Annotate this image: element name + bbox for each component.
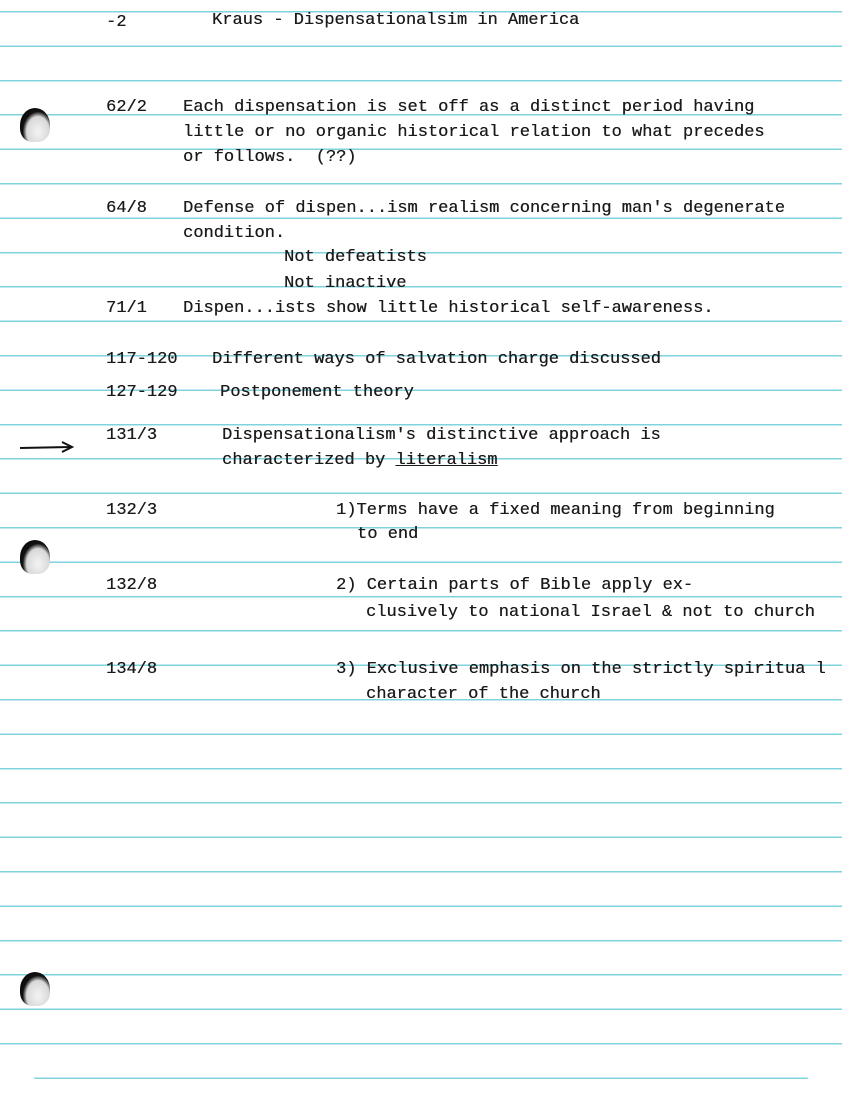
entry-ref: 132/3 [106, 501, 158, 520]
entry-subitem: Not inactive [284, 274, 407, 293]
page-corner [802, 1059, 842, 1099]
entry-text: 2) Certain parts of Bible apply ex- [336, 576, 694, 595]
entry-subitem: Not defeatists [284, 248, 427, 267]
entry-ref: 62/2 [106, 98, 147, 117]
entry-ref: 71/1 [106, 299, 147, 318]
entry-ref: 117-120 [106, 350, 178, 369]
entry-text: 3) Exclusive emphasis on the strictly spiritua l [336, 660, 826, 679]
header-ref: -2 [106, 13, 127, 32]
page-corner [0, 1059, 40, 1099]
entry-text: little or no organic historical relation to what precedes [183, 123, 765, 142]
page-title: Kraus - Dispensationalsim in America [212, 11, 580, 30]
entry-text: clusively to national Israel & not to church [366, 603, 815, 622]
entry-text: Postponement theory [220, 383, 414, 402]
entry-ref: 132/8 [106, 576, 158, 595]
entry-ref: 131/3 [106, 426, 158, 445]
entry-text: Dispensationalism's distinctive approach is [222, 426, 661, 445]
entry-text: condition. [183, 224, 286, 243]
entry-ref: 127-129 [106, 383, 178, 402]
entry-text: 1)Terms have a fixed meaning from beginning [336, 501, 775, 520]
entry-text: or follows. (??) [183, 148, 357, 167]
arrow-icon [20, 440, 76, 454]
entry-text: character of the church [366, 685, 601, 704]
entry-ref: 134/8 [106, 660, 158, 679]
binder-hole [20, 972, 50, 1006]
entry-text: Each dispensation is set off as a distinct period having [183, 98, 755, 117]
entry-text: Different ways of salvation charge discussed [212, 350, 661, 369]
emphasis-word: literalism [395, 451, 498, 470]
entry-ref: 64/8 [106, 199, 147, 218]
binder-hole [20, 540, 50, 574]
entry-text: Defense of dispen...ism realism concerning man's degenerate [183, 199, 785, 218]
entry-text: Dispen...ists show little historical self-awareness. [183, 299, 714, 318]
entry-text-part: characterized by [222, 451, 396, 470]
entry-text [222, 451, 497, 471]
binder-hole [20, 108, 50, 142]
entry-text: to end [357, 525, 419, 544]
